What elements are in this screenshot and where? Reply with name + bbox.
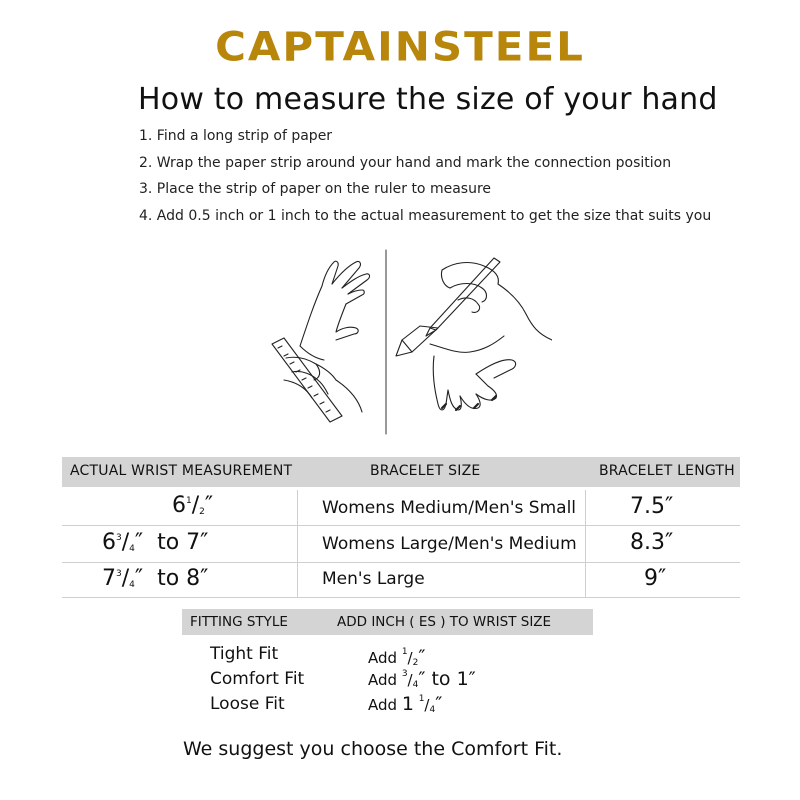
header-bracelet-size: BRACELET SIZE xyxy=(370,463,481,479)
bracelet-size-cell: Men's Large xyxy=(322,569,425,589)
header-fitting-style: FITTING STYLE xyxy=(190,614,288,630)
fit-add-tight: Add $^1/_2''$ xyxy=(368,646,426,668)
brand-logo: CAPTAINSTEEL xyxy=(215,23,585,70)
header-bracelet-length: BRACELET LENGTH xyxy=(599,463,735,479)
wrist-measurement-cell: $6^3/_4''$ to 7″ xyxy=(102,530,209,555)
header-add-inches: ADD INCH ( ES ) TO WRIST SIZE xyxy=(337,614,552,630)
fit-add-loose: Add 1 $^1/_4''$ xyxy=(368,693,443,715)
row-divider xyxy=(62,597,740,598)
hand-with-pen-illustration xyxy=(396,258,552,410)
wrist-measurement-cell: $6^1/_2''$ xyxy=(172,493,214,518)
row-divider xyxy=(62,562,740,563)
measuring-illustration xyxy=(262,248,552,436)
bracelet-size-cell: Womens Large/Men's Medium xyxy=(322,534,577,554)
step-item: 3. Place the strip of paper on the ruler to measure xyxy=(139,181,492,197)
header-wrist-measurement: ACTUAL WRIST MEASUREMENT xyxy=(70,463,293,479)
step-item: 2. Wrap the paper strip around your hand and mark the connection position xyxy=(139,154,672,171)
step-item: 4. Add 0.5 inch or 1 inch to the actual measurement to get the size that suits you xyxy=(139,207,712,224)
row-divider xyxy=(62,525,740,526)
fit-add-comfort: Add $^3/_4''$ to 1″ xyxy=(368,668,476,690)
hand-with-ruler-illustration xyxy=(272,261,370,422)
column-divider xyxy=(297,490,298,597)
bracelet-size-cell: Womens Medium/Men's Small xyxy=(322,498,577,518)
page-title: How to measure the size of your hand xyxy=(138,82,718,117)
wrist-measurement-cell: $7^3/_4''$ to 8″ xyxy=(102,566,209,591)
fit-style-loose: Loose Fit xyxy=(210,694,285,714)
bracelet-length-cell: 9″ xyxy=(644,566,667,591)
bracelet-length-cell: 7.5″ xyxy=(630,494,674,519)
column-divider xyxy=(585,490,586,597)
instruction-steps xyxy=(139,126,711,232)
comfort-fit-suggestion: We suggest you choose the Comfort Fit. xyxy=(183,738,563,760)
step-item: 1. Find a long strip of paper xyxy=(139,128,333,144)
fit-style-comfort: Comfort Fit xyxy=(210,669,305,689)
bracelet-length-cell: 8.3″ xyxy=(630,530,674,555)
fit-style-tight: Tight Fit xyxy=(210,644,279,664)
